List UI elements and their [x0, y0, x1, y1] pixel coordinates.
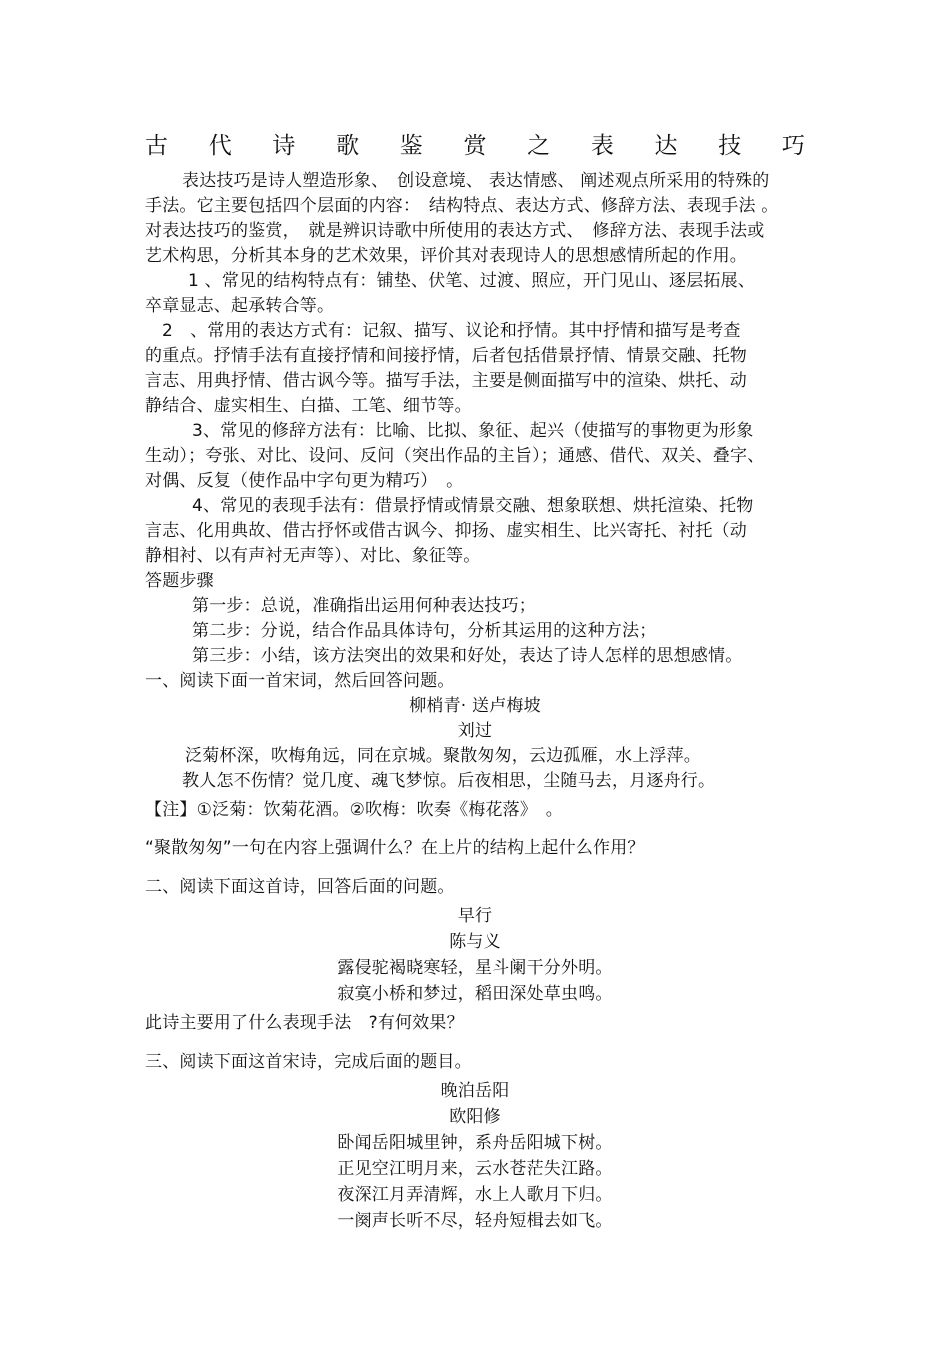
- point2-line: 言志、用典抒情、借古讽今等。描写手法，主要是侧面描写中的渲染、烘托、动: [145, 371, 747, 391]
- steps-heading: 答题步骤: [145, 571, 214, 591]
- title-char: 歌: [336, 132, 360, 159]
- title-char: 巧: [781, 132, 805, 159]
- title-char: 代: [208, 132, 232, 159]
- question2-heading: 二、阅读下面这首诗，回答后面的问题。: [145, 877, 455, 897]
- step-line: 第三步：小结，该方法突出的效果和好处，表达了诗人怎样的思想感情。: [192, 646, 743, 666]
- poem3-title: 晚泊岳阳: [440, 1081, 510, 1101]
- point2-line: 2 、常用的表达方式有：记叙、描写、议论和抒情。其中抒情和描写是考查: [162, 321, 741, 341]
- point1-line: 1 、常见的结构特点有：铺垫、伏笔、过渡、照应，开门见山、逐层拓展、: [188, 271, 756, 291]
- point3-line: 3、常见的修辞方法有：比喻、比拟、象征、起兴（使描写的事物更为形象: [192, 421, 754, 441]
- poem3-author: 欧阳修: [449, 1107, 501, 1127]
- question2-text: 此诗主要用了什么表现手法 ?有何效果？: [145, 1013, 464, 1033]
- point4-line: 4、常见的表现手法有：借景抒情或情景交融、想象联想、烘托渲染、托物: [192, 496, 754, 516]
- title-char: 表: [590, 132, 614, 159]
- poem2-title: 早行: [457, 906, 493, 926]
- title-char: 技: [718, 132, 742, 159]
- point4-line: 静相衬、以有声衬无声等）、对比、象征等。: [145, 546, 481, 566]
- poem3-line: 正见空江明月来，云水苍茫失江路。: [337, 1159, 613, 1179]
- title-char: 达: [654, 132, 678, 159]
- intro-line: 表达技巧是诗人塑造形象、 创设意境、 表达情感、 阐述观点所采用的特殊的: [182, 171, 770, 191]
- step-line: 第二步：分说，结合作品具体诗句，分析其运用的这种方法；: [192, 621, 657, 641]
- point3-line: 对偶、反复（使作品中字句更为精巧） 。: [145, 471, 464, 491]
- point4-line: 言志、化用典故、借古抒怀或借古讽今、抑扬、虚实相生、比兴寄托、衬托（动: [145, 521, 747, 541]
- poem3-line: 一阕声长听不尽，轻舟短楫去如飞。: [337, 1211, 613, 1231]
- point1-line: 卒章显志、起承转合等。: [145, 296, 335, 316]
- title-char: 古: [145, 132, 168, 159]
- point2-line: 的重点。抒情手法有直接抒情和间接抒情，后者包括借景抒情、情景交融、托物: [145, 346, 747, 366]
- poem2-author: 陈与义: [449, 932, 501, 952]
- title-char: 诗: [272, 132, 296, 159]
- question1-text: “聚散匆匆”一句在内容上强调什么？在上片的结构上起什么作用？: [145, 838, 645, 858]
- poem3-line: 夜深江月弄清辉，水上人歌月下归。: [337, 1185, 613, 1205]
- poem1-note: 【注】①泛菊：饮菊花酒。②吹梅：吹奏《梅花落》 。: [145, 800, 563, 820]
- poem2-line: 寂寞小桥和梦过，稻田深处草虫鸣。: [337, 984, 613, 1004]
- intro-line: 对表达技巧的鉴赏， 就是辨识诗歌中所使用的表达方式、 修辞方法、表现手法或: [145, 221, 765, 241]
- title-char: 鉴: [399, 132, 423, 159]
- point3-line: 生动）；夸张、对比、设问、反问（突出作品的主旨）；通感、借代、双关、叠字、: [145, 446, 765, 466]
- question3-heading: 三、阅读下面这首宋诗，完成后面的题目。: [145, 1052, 472, 1072]
- poem2-line: 露侵驼褐晓寒轻，星斗阑干分外明。: [337, 958, 613, 978]
- title-char: 之: [527, 132, 551, 159]
- intro-line: 艺术构思，分析其本身的艺术效果，评价其对表现诗人的思想感情所起的作用。: [145, 246, 747, 266]
- poem1-line: 教人怎不伤情？觉几度、魂飞梦惊。后夜相思，尘随马去，月逐舟行。: [182, 771, 716, 791]
- title-char: 赏: [463, 132, 487, 159]
- step-line: 第一步：总说，准确指出运用何种表达技巧；: [192, 596, 536, 616]
- poem1-line: 泛菊杯深，吹梅角远，同在京城。聚散匆匆，云边孤雁，水上浮萍。: [185, 746, 701, 766]
- poem1-author: 刘过: [457, 721, 493, 741]
- poem3-line: 卧闻岳阳城里钟，系舟岳阳城下树。: [337, 1133, 613, 1153]
- poem1-title: 柳梢青· 送卢梅坡: [409, 696, 541, 716]
- question1-heading: 一、阅读下面一首宋词，然后回答问题。: [145, 671, 455, 691]
- page-title: [145, 128, 805, 158]
- point2-line: 静结合、虚实相生、白描、工笔、细节等。: [145, 396, 472, 416]
- intro-line: 手法。它主要包括四个层面的内容： 结构特点、表达方式、修辞方法、表现手法 。: [145, 196, 779, 216]
